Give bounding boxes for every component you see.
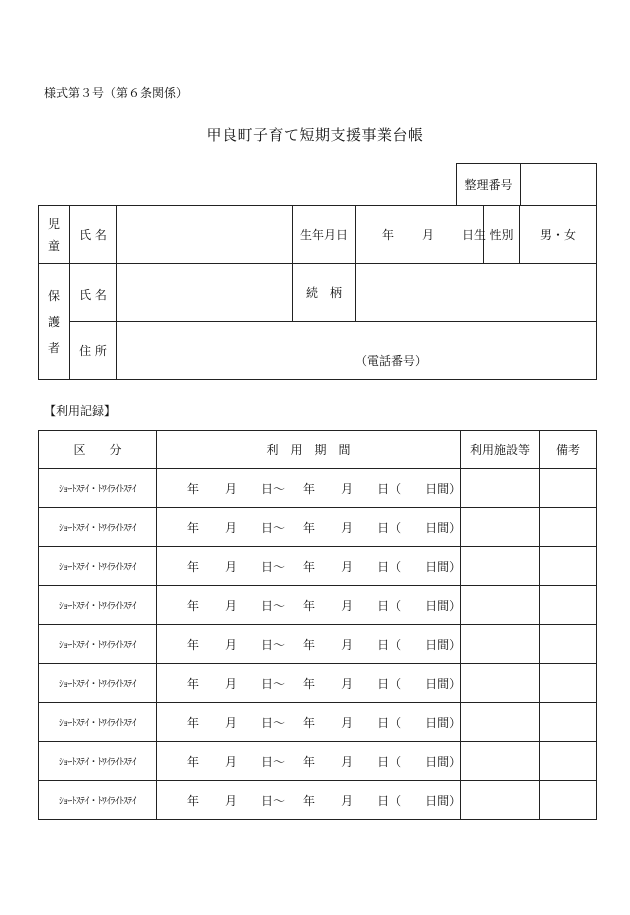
usage-period-field[interactable]: [157, 781, 461, 820]
from-month-label: 月: [225, 481, 238, 496]
to-year-label: 年: [303, 637, 316, 652]
from-day-label: 日～: [261, 637, 286, 652]
guardian-name-label: 氏 名: [70, 264, 117, 322]
to-year-label: 年: [303, 598, 316, 613]
child-name-field[interactable]: [117, 206, 293, 264]
from-day-label: 日～: [261, 676, 286, 691]
usage-remarks-field[interactable]: [540, 703, 597, 742]
to-year-label: 年: [303, 754, 316, 769]
to-year-label: 年: [303, 520, 316, 535]
to-month-label: 月: [341, 520, 354, 535]
from-day-label: 日～: [261, 481, 286, 496]
usage-facility-field[interactable]: [461, 781, 540, 820]
header-category: 区 分: [39, 431, 157, 469]
usage-record-section-label: 【利用記録】: [44, 404, 117, 418]
to-day-label: 日（: [377, 559, 402, 574]
from-year-label: 年: [187, 559, 200, 574]
to-day-label: 日（: [377, 754, 402, 769]
to-month-label: 月: [341, 793, 354, 808]
page-title: 甲良町子育て短期支援事業台帳: [206, 126, 424, 144]
child-name-label: 氏 名: [70, 206, 117, 264]
to-year-label: 年: [303, 559, 316, 574]
from-year-label: 年: [187, 520, 200, 535]
birth-year-label: 年: [382, 228, 395, 242]
to-month-label: 月: [341, 754, 354, 769]
usage-category: ｼｮｰﾄｽﾃｲ・ﾄﾜｲﾗｲﾄｽﾃｲ: [39, 742, 157, 781]
usage-category: ｼｮｰﾄｽﾃｲ・ﾄﾜｲﾗｲﾄｽﾃｲ: [39, 781, 157, 820]
to-month-label: 月: [341, 559, 354, 574]
usage-period-field[interactable]: [157, 664, 461, 703]
usage-period-field[interactable]: [157, 625, 461, 664]
usage-row: [39, 586, 597, 625]
from-year-label: 年: [187, 793, 200, 808]
guardian-relation-label: 続 柄: [293, 264, 356, 322]
usage-period-field[interactable]: [157, 742, 461, 781]
to-day-label: 日（: [377, 637, 402, 652]
from-year-label: 年: [187, 676, 200, 691]
to-year-label: 年: [303, 715, 316, 730]
to-month-label: 月: [341, 715, 354, 730]
usage-facility-field[interactable]: [461, 703, 540, 742]
from-month-label: 月: [225, 559, 238, 574]
usage-period-field[interactable]: [157, 586, 461, 625]
usage-row: [39, 703, 597, 742]
usage-category: ｼｮｰﾄｽﾃｲ・ﾄﾜｲﾗｲﾄｽﾃｲ: [39, 508, 157, 547]
usage-facility-field[interactable]: [461, 625, 540, 664]
usage-record-table: [38, 430, 597, 820]
usage-row: [39, 508, 597, 547]
days-label: 日間）: [425, 676, 462, 691]
to-month-label: 月: [341, 481, 354, 496]
registration-number-table: [456, 163, 597, 206]
from-day-label: 日～: [261, 793, 286, 808]
from-day-label: 日～: [261, 598, 286, 613]
child-group-label-1: 児: [47, 216, 60, 231]
child-sex-field[interactable]: 男・女: [520, 206, 597, 264]
to-year-label: 年: [303, 676, 316, 691]
days-label: 日間）: [425, 520, 462, 535]
usage-period-field[interactable]: [157, 547, 461, 586]
guardian-phone-label: （電話番号）: [355, 354, 428, 368]
days-label: 日間）: [425, 481, 462, 496]
usage-facility-field[interactable]: [461, 742, 540, 781]
usage-remarks-field[interactable]: [540, 781, 597, 820]
guardian-group-label-3: 者: [47, 340, 60, 355]
from-year-label: 年: [187, 598, 200, 613]
days-label: 日間）: [425, 793, 462, 808]
child-birth-field[interactable]: [356, 206, 487, 264]
header-facility: 利用施設等: [461, 431, 540, 469]
from-month-label: 月: [225, 793, 238, 808]
registration-number-label: 整理番号: [457, 164, 521, 206]
usage-period-field[interactable]: [157, 469, 461, 508]
child-guardian-table: [38, 205, 597, 380]
to-day-label: 日（: [377, 676, 402, 691]
child-birth-label: 生年月日: [293, 206, 356, 264]
from-day-label: 日～: [261, 715, 286, 730]
usage-category: ｼｮｰﾄｽﾃｲ・ﾄﾜｲﾗｲﾄｽﾃｲ: [39, 703, 157, 742]
guardian-group-label-1: 保: [47, 288, 60, 303]
to-day-label: 日（: [377, 598, 402, 613]
from-month-label: 月: [225, 754, 238, 769]
usage-facility-field[interactable]: [461, 469, 540, 508]
to-year-label: 年: [303, 793, 316, 808]
guardian-relation-field[interactable]: [356, 264, 597, 322]
usage-facility-field[interactable]: [461, 547, 540, 586]
to-day-label: 日（: [377, 715, 402, 730]
usage-row: [39, 781, 597, 820]
from-month-label: 月: [225, 676, 238, 691]
usage-category: ｼｮｰﾄｽﾃｲ・ﾄﾜｲﾗｲﾄｽﾃｲ: [39, 547, 157, 586]
from-day-label: 日～: [261, 754, 286, 769]
usage-row: [39, 547, 597, 586]
form-number: 様式第３号（第６条関係）: [44, 86, 189, 100]
days-label: 日間）: [425, 715, 462, 730]
from-year-label: 年: [187, 715, 200, 730]
from-year-label: 年: [187, 481, 200, 496]
usage-remarks-field[interactable]: [540, 742, 597, 781]
usage-remarks-field[interactable]: [540, 547, 597, 586]
from-month-label: 月: [225, 520, 238, 535]
to-year-label: 年: [303, 481, 316, 496]
to-month-label: 月: [341, 637, 354, 652]
usage-category: ｼｮｰﾄｽﾃｲ・ﾄﾜｲﾗｲﾄｽﾃｲ: [39, 469, 157, 508]
usage-facility-field[interactable]: [461, 586, 540, 625]
usage-remarks-field[interactable]: [540, 625, 597, 664]
birth-day-label: 日生: [462, 228, 487, 242]
usage-period-field[interactable]: [157, 703, 461, 742]
to-month-label: 月: [341, 598, 354, 613]
days-label: 日間）: [425, 637, 462, 652]
guardian-address-label: 住 所: [70, 322, 117, 380]
usage-row: [39, 469, 597, 508]
usage-category: ｼｮｰﾄｽﾃｲ・ﾄﾜｲﾗｲﾄｽﾃｲ: [39, 586, 157, 625]
days-label: 日間）: [425, 754, 462, 769]
usage-facility-field[interactable]: [461, 664, 540, 703]
usage-row: [39, 664, 597, 703]
guardian-name-field[interactable]: [117, 264, 293, 322]
to-month-label: 月: [341, 676, 354, 691]
usage-row: [39, 742, 597, 781]
usage-facility-field[interactable]: [461, 508, 540, 547]
guardian-group-label: [39, 264, 70, 380]
usage-category: ｼｮｰﾄｽﾃｲ・ﾄﾜｲﾗｲﾄｽﾃｲ: [39, 625, 157, 664]
guardian-group-label-2: 護: [47, 314, 60, 329]
usage-remarks-field[interactable]: [540, 586, 597, 625]
guardian-address-field[interactable]: [117, 322, 597, 380]
usage-category: ｼｮｰﾄｽﾃｲ・ﾄﾜｲﾗｲﾄｽﾃｲ: [39, 664, 157, 703]
to-day-label: 日（: [377, 793, 402, 808]
from-year-label: 年: [187, 637, 200, 652]
to-day-label: 日（: [377, 481, 402, 496]
header-period: 利 用 期 間: [157, 431, 461, 469]
child-group-label-2: 童: [47, 238, 60, 253]
from-year-label: 年: [187, 754, 200, 769]
usage-remarks-field[interactable]: [540, 508, 597, 547]
from-month-label: 月: [225, 637, 238, 652]
usage-remarks-field[interactable]: [540, 664, 597, 703]
from-month-label: 月: [225, 598, 238, 613]
from-day-label: 日～: [261, 559, 286, 574]
days-label: 日間）: [425, 559, 462, 574]
to-day-label: 日（: [377, 520, 402, 535]
registration-number-field[interactable]: [521, 164, 597, 206]
from-month-label: 月: [225, 715, 238, 730]
from-day-label: 日～: [261, 520, 286, 535]
usage-remarks-field[interactable]: [540, 469, 597, 508]
usage-row: [39, 625, 597, 664]
child-group-label: [39, 206, 70, 264]
usage-period-field[interactable]: [157, 508, 461, 547]
birth-month-label: 月: [422, 228, 435, 242]
header-remarks: 備考: [540, 431, 597, 469]
child-sex-label: 性別: [484, 206, 520, 264]
days-label: 日間）: [425, 598, 462, 613]
